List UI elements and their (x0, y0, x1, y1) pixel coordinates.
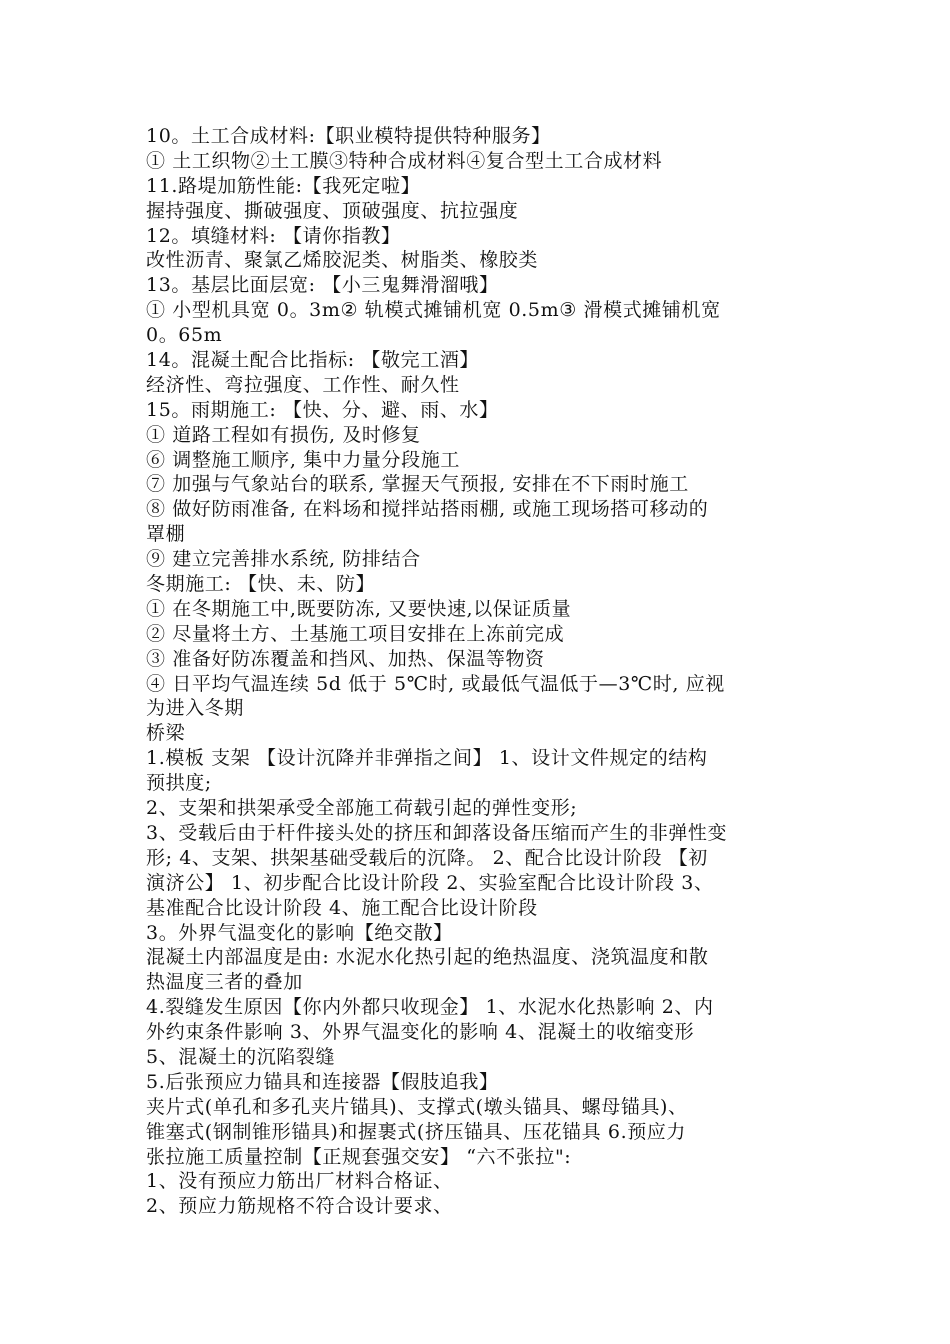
text-line: 经济性、弯拉强度、工作性、耐久性 (146, 373, 460, 396)
text-line: 11.路堤加筋性能:【我死定啦】 (146, 174, 421, 197)
text-line: 1.模板 支架 【设计沉降并非弹指之间】 1、设计文件规定的结构 (146, 747, 708, 770)
text-line: 形; 4、支架、拱架基础受载后的沉降。 2、配合比设计阶段 【初 (146, 846, 708, 869)
text-line: 12。填缝材料: 【请你指教】 (146, 224, 401, 247)
text-line: ② 尽量将土方、土基施工项目安排在上冻前完成 (146, 622, 565, 645)
text-line: ⑦ 加强与气象站台的联系, 掌握天气预报, 安排在不下雨时施工 (146, 473, 689, 496)
text-line: 13。基层比面层宽: 【小三鬼舞滑溜哦】 (146, 274, 499, 297)
text-line: 预拱度; (146, 772, 212, 795)
text-line: 冬期施工: 【快、未、防】 (146, 573, 376, 596)
text-line: ① 小型机具宽 0。3m② 轨模式摊铺机宽 0.5m③ 滑模式摊铺机宽 (146, 299, 721, 322)
text-line: ⑨ 建立完善排水系统, 防排结合 (146, 548, 421, 571)
text-line: ① 在冬期施工中,既要防冻, 又要快速,以保证质量 (146, 597, 572, 620)
text-line: ⑥ 调整施工顺序, 集中力量分段施工 (146, 448, 460, 471)
text-line: 2、支架和拱架承受全部施工荷载引起的弹性变形; (146, 797, 578, 820)
text-line: 热温度三者的叠加 (146, 971, 303, 994)
text-line: 锥塞式(钢制锥形锚具)和握裹式(挤压锚具、压花锚具 6.预应力 (146, 1120, 687, 1143)
text-line: 演济公】 1、初步配合比设计阶段 2、实验室配合比设计阶段 3、 (146, 871, 714, 894)
text-line: 3、受载后由于杆件接头处的挤压和卸落设备压缩而产生的非弹性变 (146, 821, 728, 844)
text-line: ① 土工织物②土工膜③特种合成材料④复合型土工合成材料 (146, 149, 663, 172)
text-line: 15。雨期施工: 【快、分、避、雨、水】 (146, 398, 499, 421)
text-line: 握持强度、撕破强度、顶破强度、抗拉强度 (146, 199, 519, 222)
text-line: 罩棚 (146, 523, 186, 546)
text-line: 张拉施工质量控制【正规套强交安】 “六不张拉": (146, 1145, 572, 1168)
text-line: ③ 准备好防冻覆盖和挡风、加热、保温等物资 (146, 647, 545, 670)
text-line: 为进入冬期 (146, 697, 245, 720)
text-line: 5、混凝土的沉陷裂缝 (146, 1045, 336, 1068)
text-line: 3。外界气温变化的影响【绝交散】 (146, 921, 453, 944)
text-line: ④ 日平均气温连续 5d 低于 5℃时, 或最低气温低于—3℃时, 应视 (146, 672, 725, 695)
text-line: ⑧ 做好防雨准备, 在料场和搅拌站搭雨棚, 或施工现场搭可移动的 (146, 498, 709, 521)
text-line: 改性沥青、聚氯乙烯胶泥类、树脂类、橡胶类 (146, 249, 539, 272)
document-body (146, 124, 816, 1219)
text-line: 外约束条件影响 3、外界气温变化的影响 4、混凝土的收缩变形 (146, 1021, 695, 1044)
text-line: ① 道路工程如有损伤, 及时修复 (146, 423, 421, 446)
text-line: 夹片式(单孔和多孔夹片锚具)、支撑式(墩头锚具、螺母锚具)、 (146, 1095, 688, 1118)
section-heading: 桥梁 (146, 722, 186, 745)
text-line: 14。混凝土配合比指标: 【敬完工酒】 (146, 349, 480, 372)
text-line: 10。土工合成材料:【职业模特提供特种服务】 (146, 125, 551, 147)
text-line: 4.裂缝发生原因【你内外都只收现金】 1、水泥水化热影响 2、内 (146, 996, 714, 1019)
text-line: 1、没有预应力筋出厂材料合格证、 (146, 1170, 453, 1193)
text-line: 混凝土内部温度是由: 水泥水化热引起的绝热温度、浇筑温度和散 (146, 946, 709, 969)
text-line: 5.后张预应力锚具和连接器【假肢追我】 (146, 1070, 499, 1093)
text-line: 0。65m (146, 324, 223, 347)
text-line: 基准配合比设计阶段 4、施工配合比设计阶段 (146, 896, 538, 919)
text-line: 2、预应力筋规格不符合设计要求、 (146, 1195, 453, 1218)
